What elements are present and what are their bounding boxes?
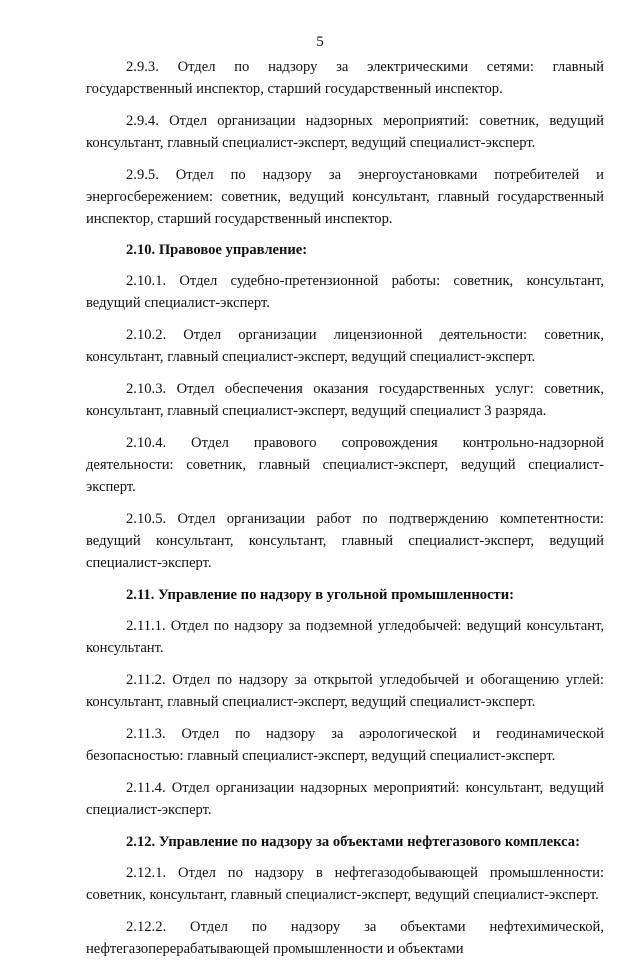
page-number: 5 <box>316 34 324 50</box>
paragraph-2-12-2: 2.12.2. Отдел по надзору за объектами нефтехимической, нефтегазоперерабатывающей промышленности и объектами <box>86 919 604 957</box>
paragraph-2-11-2: 2.11.2. Отдел по надзору за открытой угледобычей и обогащению углей: консультант, главный специалист-эксперт, ведущий специалист-эксперт. <box>86 672 604 710</box>
paragraph-2-9-5: 2.9.5. Отдел по надзору за энергоустановками потребителей и энергосбережением: советник, ведущий консультант, главный государственный инспектор, старший государственный инспектор. <box>86 167 604 227</box>
section-heading-2-10: 2.10. Правовое управление: <box>126 242 308 258</box>
paragraph-2-10-5: 2.10.5. Отдел организации работ по подтверждению компетентности: ведущий консультант, консультант, главный специалист-эксперт, ведущий специалист-эксперт. <box>86 511 604 571</box>
paragraph-2-9-3: 2.9.3. Отдел по надзору за электрическими сетями: главный государственный инспектор, старший государственный инспектор. <box>86 59 604 97</box>
section-heading-2-11: 2.11. Управление по надзору в угольной промышленности: <box>126 587 514 603</box>
paragraph-2-11-3: 2.11.3. Отдел по надзору за аэрологической и геодинамической безопасностью: главный специалист-эксперт, ведущий специалист-эксперт. <box>86 726 604 764</box>
section-heading-2-12: 2.12. Управление по надзору за объектами нефтегазового комплекса: <box>126 834 580 850</box>
paragraph-2-12-1: 2.12.1. Отдел по надзору в нефтегазодобывающей промышленности: советник, консультант, главный специалист-эксперт, ведущий специалист-эксперт. <box>86 865 604 903</box>
paragraph-2-10-2: 2.10.2. Отдел организации лицензионной деятельности: советник, консультант, главный специалист-эксперт, ведущий специалист-эксперт. <box>86 327 604 365</box>
paragraph-2-11-1: 2.11.1. Отдел по надзору за подземной угледобычей: ведущий консультант, консультант. <box>86 618 604 656</box>
paragraph-2-10-3: 2.10.3. Отдел обеспечения оказания государственных услуг: советник, консультант, главный специалист-эксперт, ведущий специалист 3 разряда. <box>86 381 604 419</box>
document-body <box>86 56 604 970</box>
paragraph-2-10-4: 2.10.4. Отдел правового сопровождения контрольно-надзорной деятельности: советник, главный специалист-эксперт, ведущий специалист-эксперт. <box>86 435 604 495</box>
paragraph-2-9-4: 2.9.4. Отдел организации надзорных мероприятий: советник, ведущий консультант, главный специалист-эксперт, ведущий специалист-эксперт. <box>86 113 604 151</box>
paragraph-2-10-1: 2.10.1. Отдел судебно-претензионной работы: советник, консультант, ведущий специалист-эксперт. <box>86 273 604 311</box>
paragraph-2-11-4: 2.11.4. Отдел организации надзорных мероприятий: консультант, ведущий специалист-эксперт. <box>86 780 604 818</box>
